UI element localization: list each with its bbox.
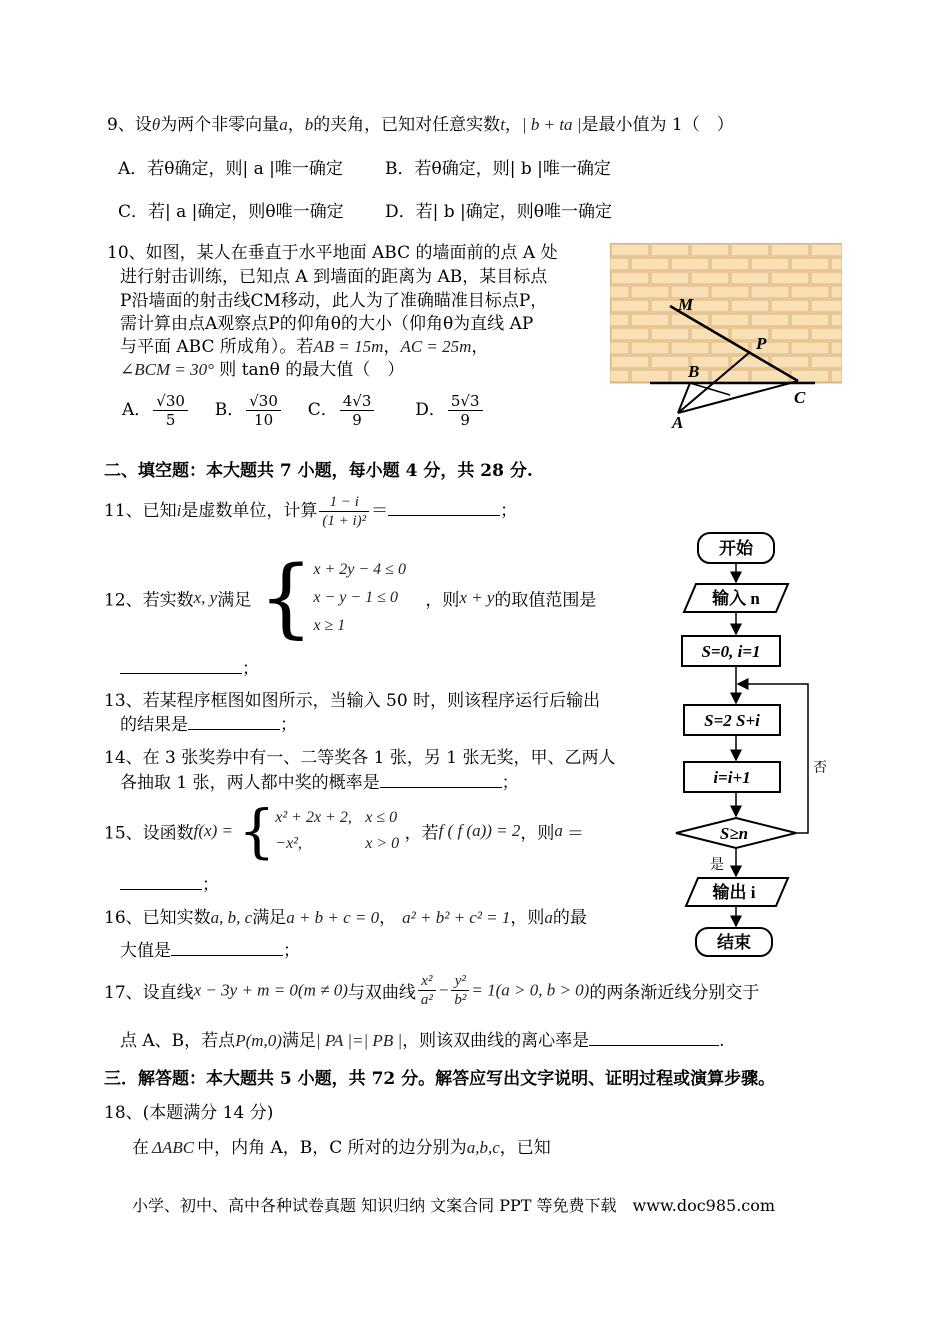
footer-text: 小学、初中、高中各种试卷真题 知识归纳 文案合同 PPT 等免费下载 www.doc985.com xyxy=(132,1196,776,1215)
section-3-heading: 三．解答题：本大题共 5 小题，共 72 分。解答应写出文字说明、证明过程或演算步骤。 xyxy=(104,1069,776,1089)
flow-input-label: 输入 n xyxy=(712,589,760,608)
q10-frac-c: $\frac{4√3}{9}$ xyxy=(340,392,375,429)
q13-blank xyxy=(188,713,280,730)
q12-answer: ； xyxy=(120,654,259,679)
q12: 12、若实数x, y满足 { x + 2y − 4 ≤ 0 x − y − 1 ≤ 0 x ≥ 1 ，则x + y的取值范围是 xyxy=(104,548,597,648)
q10-options: A． $\frac{√30}{5}$ B． $\frac{√30}{10}$ C． $\frac{4√3}{9}$ D． $\frac{5√3}{9}$ xyxy=(122,392,485,429)
q10-line2: 进行射击训练，已知点 A 到墙面的距离为 AB，某目标点 xyxy=(120,267,548,287)
q17-line2: 点 A、B，若点P(m,0)满足| PA |=| PB |，则该双曲线的离心率是 . xyxy=(120,1031,725,1051)
q9-option-d: D．若| b |确定，则θ唯一确定 xyxy=(385,202,613,222)
q10-frac-b: $\frac{√30}{10}$ xyxy=(246,392,281,429)
q10-frac-a: $\frac{√30}{5}$ xyxy=(153,392,188,429)
q10-line6: ∠BCM = 30° 则 tanθ 的最大值（ ） xyxy=(120,360,405,380)
q10-line5: 与平面 ABC 所成角）。若AB = 15m，AC = 25m， xyxy=(120,337,489,357)
q9-option-c: C．若| a |确定，则θ唯一确定 xyxy=(118,202,344,222)
q11-blank xyxy=(388,499,500,516)
flow-cond-label: S≥n xyxy=(719,824,749,843)
q10-frac-d: $\frac{5√3}{9}$ xyxy=(448,392,483,429)
fig-label-a: A xyxy=(672,413,684,432)
q9-stem: 9、设θ为两个非零向量a，b的夹角，已知对任意实数t，| b + ta |是最小值为 1（ ） xyxy=(107,115,734,135)
q15: 15、设函数f(x) = { x² + 2x + 2, x ≤ 0 −x², x > 0 ，若f ( f (a)) = 2，则a ＝ xyxy=(104,797,584,865)
q17-blank xyxy=(589,1029,719,1046)
flow-yes-label: 是 xyxy=(710,858,724,873)
q16-blank xyxy=(171,939,283,956)
flowchart xyxy=(670,528,845,963)
flow-end-label: 结束 xyxy=(717,933,751,952)
q16-line2: 大值是 ； xyxy=(120,941,300,961)
q17-line1: 17、设直线x − 3y + m = 0(m ≠ 0)与双曲线 $\frac{\text{x²}}{\text{a²}}$ − $\frac{\text{y²}}{\text{b²}}$ = 1(a > 0, b > 0)的两条渐近线分别交于 xyxy=(104,973,760,1008)
fig-label-m: M xyxy=(678,295,694,314)
q10-line1: 10、如图，某人在垂直于水平地面 ABC 的墙面前的点 A 处 xyxy=(107,243,558,263)
section-2-heading: 二、填空题：本大题共 7 小题，每小题 4 分，共 28 分. xyxy=(104,461,533,481)
q18-stem: 在 ΔABC 中，内角 A，B，C 所对的边分别为a,b,c，已知 xyxy=(132,1138,551,1158)
q12-blank xyxy=(120,657,242,674)
flow-start-label: 开始 xyxy=(719,539,753,558)
q13-line1: 13、若某程序框图如图所示，当输入 50 时，则该程序运行后输出 xyxy=(104,691,601,711)
q15-blank xyxy=(120,873,202,890)
fig-label-c: C xyxy=(794,388,806,407)
q11: 11、已知i是虚数单位，计算 $\frac{1 - i}{\text{(1 + i)²}}$ ＝ ； xyxy=(104,494,518,529)
q9-option-a: A．若θ确定，则| a |唯一确定 xyxy=(118,159,343,179)
fig-label-p: P xyxy=(756,334,767,353)
q10-line3: P沿墙面的射击线CM移动，此人为了准确瞄准目标点P， xyxy=(120,291,548,311)
q9-option-b: B．若θ确定，则| b |唯一确定 xyxy=(385,159,611,179)
q13-line2: 的结果是 ； xyxy=(120,715,297,735)
q18-title: 18、(本题满分 14 分) xyxy=(104,1103,274,1123)
q10-line4: 需计算由点A观察点P的仰角θ的大小（仰角θ为直线 AP xyxy=(120,314,534,334)
flow-no-label: 否 xyxy=(813,761,827,776)
flow-step2-label: i=i+1 xyxy=(713,768,751,787)
q14-line1: 14、在 3 张奖券中有一、二等奖各 1 张，另 1 张无奖，甲、乙两人 xyxy=(104,748,616,768)
q16-line1: 16、已知实数a, b, c满足a + b + c = 0， a² + b² + c² = 1，则a的最 xyxy=(104,908,587,928)
q14-blank xyxy=(380,771,502,788)
brick-wall-figure xyxy=(610,243,842,433)
flow-output-label: 输出 i xyxy=(712,883,756,902)
fig-label-b: B xyxy=(688,362,700,381)
flow-step1-label: S=2 S+i xyxy=(704,711,760,730)
q15-answer: ； xyxy=(120,870,219,895)
q14-line2: 各抽取 1 张，两人都中奖的概率是 ； xyxy=(120,773,519,793)
flow-init-label: S=0, i=1 xyxy=(701,642,761,661)
